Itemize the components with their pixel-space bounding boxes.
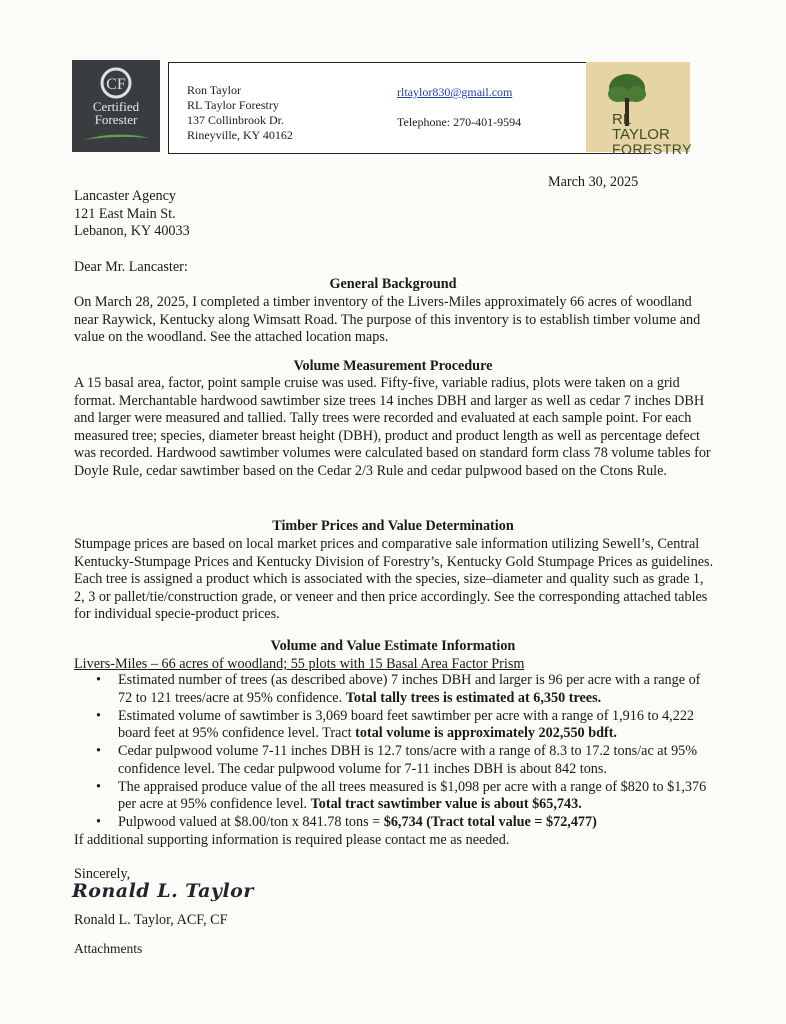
email-link[interactable]: rltaylor830@gmail.com — [397, 85, 513, 99]
background-paragraph: On March 28, 2025, I completed a timber inventory of the Livers-Miles approximately 66 acres of woodland near Raywick, Kentucky along Wimsatt Road. The purpose of this inventory is to establish timber volume and value on the woodland. See the attached location maps. — [74, 294, 701, 345]
tract-subheading-text — [74, 656, 524, 672]
bullet-text: Pulpwood valued at $8.00/ton x 841.78 tons = — [118, 814, 384, 830]
attachments-label: Attachments — [74, 941, 143, 956]
procedure-paragraph: A 15 basal area, factor, point sample cruise was used. Fifty-five, variable radius, plots were taken on a grid format. Merchantable hardwood sawtimber size trees 14 inches DBH and larger as well as cedar 7 inches DBH and larger were measured and tallied. Tally trees were recorded and evaluated at each sample point. For each measured tree; species, diameter breast height (DBH), product and product length as well as percentage defect was recorded. Hardwood sawtimber volumes were calculated based on standard form class 78 volume tables for Doyle Rule, cedar sawtimber based on the Cedar 2/3 Rule and cedar pulpwood based on the Ctons Rule. — [74, 375, 711, 479]
prices-paragraph: Stumpage prices are based on local market prices and comparative sale information utilizing Sewell’s, Central Kentucky-Stumpage Prices and Kentucky Division of Forestry’s, Kentucky Gold Stumpage Prices as guidelines. Each tree is assigned a product which is associated with the species, size–diameter and quality such as grade 1, 2, 3 or pallet/tie/construction grade, or veneer and then price accordingly. See the corresponding attached tables for individual specie-product prices. — [74, 536, 714, 622]
contact-box — [168, 62, 650, 154]
bullet-bold-text: total volume is approximately 202,550 bdft. — [355, 725, 617, 741]
closing-paragraph: If additional supporting information is required please contact me as needed. — [74, 832, 510, 848]
estimate-bullet — [74, 779, 714, 814]
tract-name: Livers-Miles — [74, 656, 148, 672]
cf-logo-line2: Forester — [94, 112, 138, 127]
certified-forester-logo — [72, 60, 160, 152]
svg-text:CF: CF — [106, 76, 126, 93]
tract-subheading — [74, 656, 524, 674]
estimate-bullet — [74, 672, 714, 707]
estimate-bullet-list — [74, 672, 714, 832]
bullet-bold-text: $6,734 (Tract total value = $72,477) — [383, 814, 597, 830]
signer-name: Ronald L. Taylor, ACF, CF — [74, 912, 228, 928]
rl-logo-line1: RL TAYLOR — [612, 111, 670, 143]
contact-company: RL Taylor Forestry — [187, 98, 279, 112]
cf-emblem-icon — [72, 66, 160, 100]
contact-block — [187, 83, 293, 143]
recipient-line: Lebanon, KY 40033 — [74, 223, 190, 239]
recipient-line: Lancaster Agency — [74, 188, 177, 204]
rl-taylor-forestry-logo — [586, 62, 692, 157]
greeting: Dear Mr. Lancaster: — [74, 259, 188, 275]
section-heading-procedure: Volume Measurement Procedure — [293, 358, 493, 374]
letterhead — [72, 60, 692, 157]
estimate-bullet — [74, 814, 714, 832]
recipient-line: 121 East Main St. — [74, 205, 176, 222]
bullet-text: The appraised produce value of the all trees measured is $1,098 per acre with a range of $820 to $1,376 per acre at 95% confidence level. — [118, 778, 707, 812]
phone-number: Telephone: 270-401-9594 — [397, 115, 522, 129]
rl-logo-text — [612, 111, 692, 157]
sincerely: Sincerely, — [74, 866, 131, 882]
cf-logo-line1: Certified — [92, 99, 140, 114]
estimate-bullet — [74, 743, 714, 778]
leaf-swoosh-icon — [72, 129, 160, 147]
section-heading-background: General Background — [329, 276, 457, 292]
rl-logo-line2: FORESTRY — [612, 141, 692, 157]
recipient-address — [74, 188, 190, 241]
estimate-bullet — [74, 708, 714, 743]
bullet-text: Cedar pulpwood volume 7-11 inches DBH is 12.7 tons/acre with a range of 8.3 to 17.2 tons/ac at 95% confidence level. The cedar pulpwood volume for 7-11 inches DBH is about 842 tons. — [118, 743, 698, 777]
bullet-text: Estimated volume of sawtimber is 3,069 board feet sawtimber per acre with a range of 1,916 to 4,222 board feet at 95% confidence level. Tract — [118, 707, 695, 741]
contact-city: Rineyville, KY 40162 — [187, 128, 293, 142]
section-heading-prices: Timber Prices and Value Determination — [272, 518, 514, 534]
bullet-bold-text: Total tally trees is estimated at 6,350 trees. — [345, 689, 602, 706]
bullet-text: Estimated number of trees (as described above) 7 inches DBH and larger is 96 per acre with a range of 72 to 121 trees/acre at 95% confidence. — [118, 672, 701, 706]
handwritten-signature: Ronald L. Taylor — [72, 880, 254, 902]
tract-description: – 66 acres of woodland; 55 plots with 15 Basal Area Factor Prism — [147, 656, 525, 672]
section-heading-estimate: Volume and Value Estimate Information — [270, 638, 516, 654]
contact-street: 137 Collinbrook Dr. — [187, 113, 285, 127]
contact-name: Ron Taylor — [187, 83, 241, 97]
letter-date: March 30, 2025 — [548, 174, 639, 190]
bullet-bold-text: Total tract sawtimber value is about $65,743. — [310, 796, 582, 812]
